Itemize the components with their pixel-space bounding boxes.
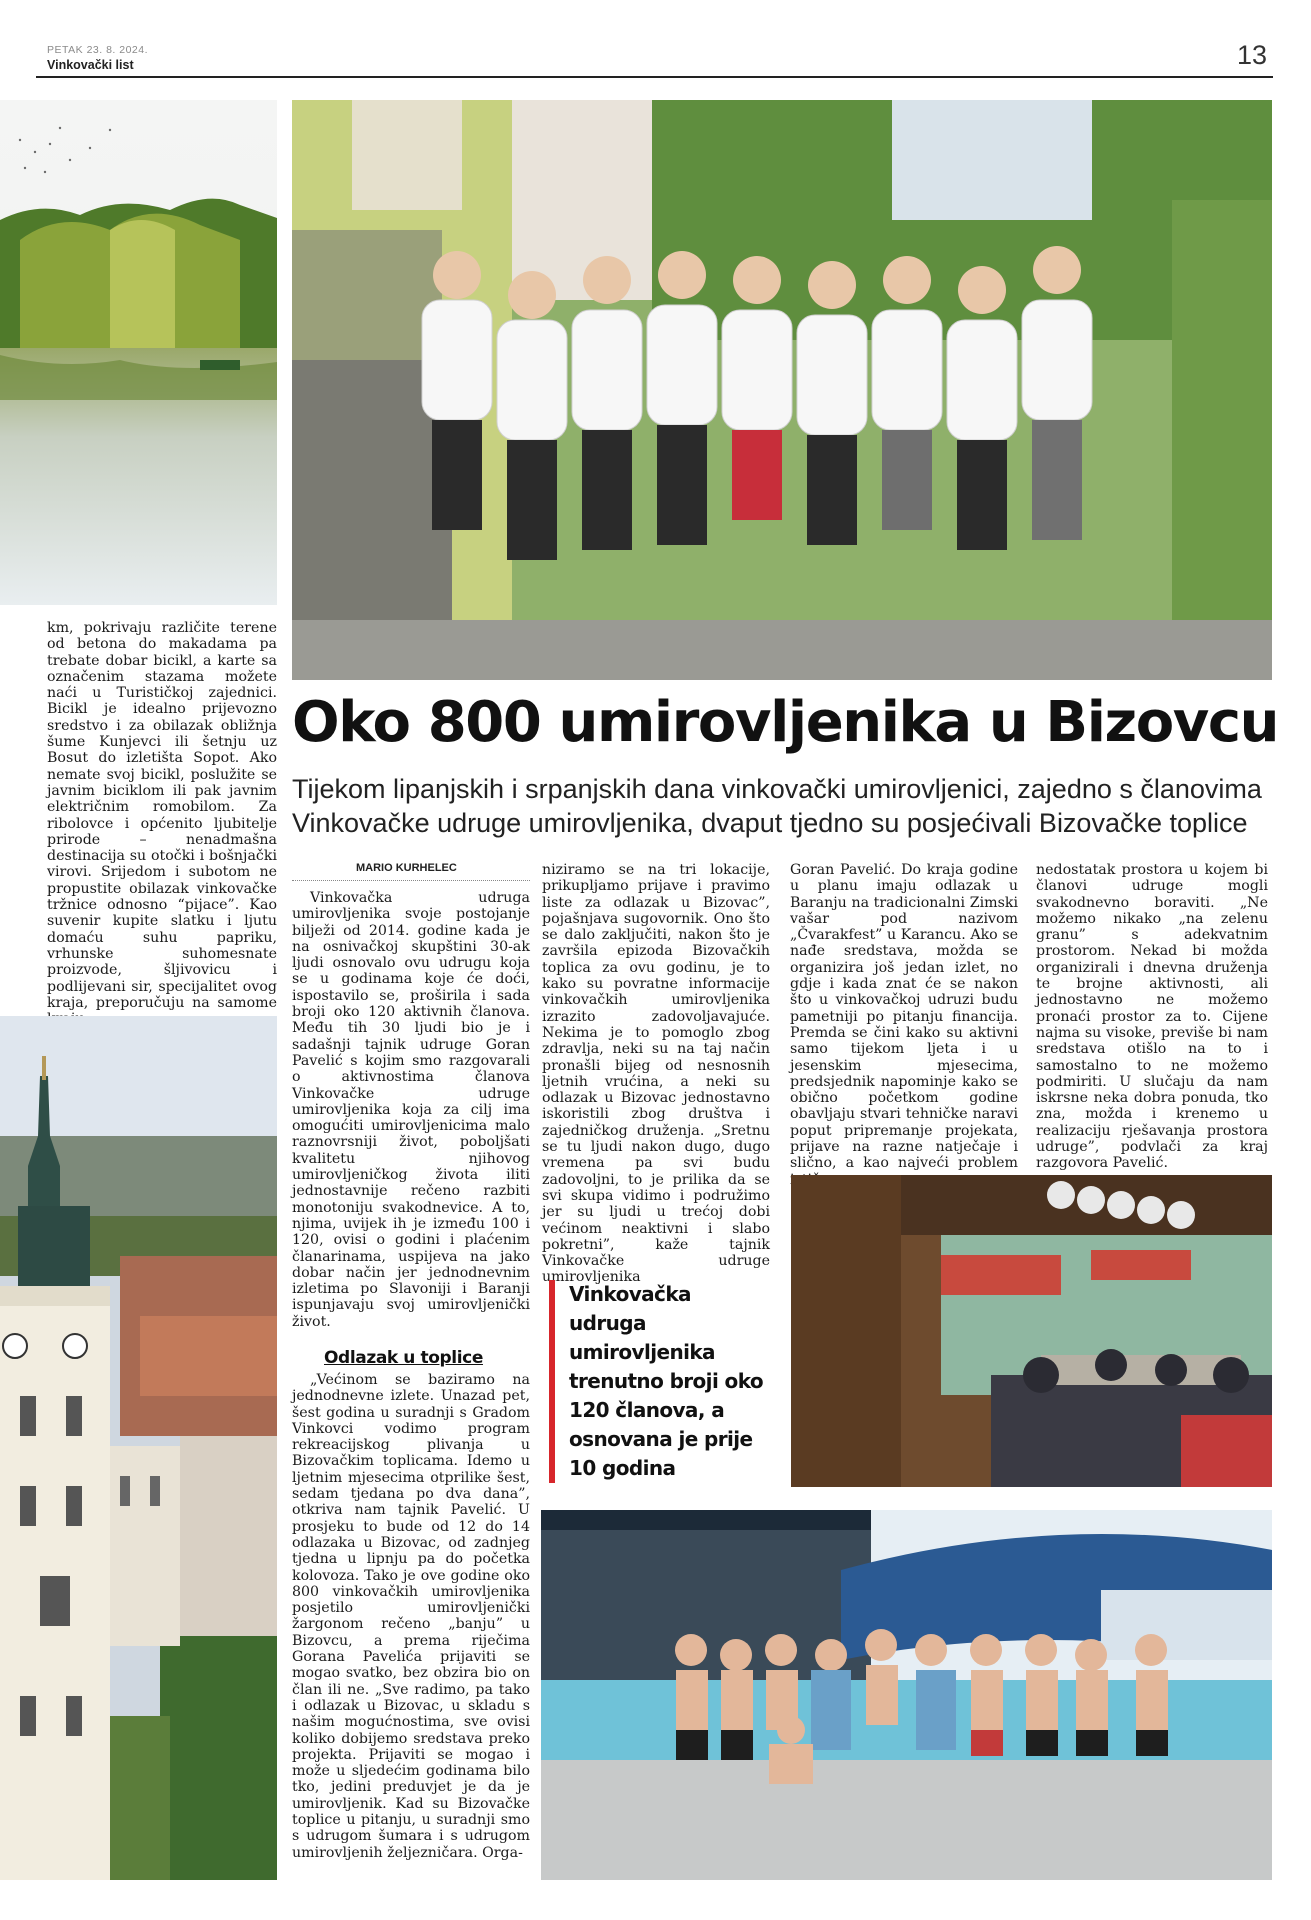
- article-column-3: [790, 862, 1018, 1188]
- group-photo-tshirts: [292, 100, 1272, 680]
- article-subheadline: Tijekom lipanjskih i srpanjskih dana vinkovački umirovljenici, zajedno s članovima Vinkovačke udruge umirovljenika, dvaput tjedno su posjećivali Bizovačke toplice: [292, 774, 1262, 838]
- article-column-2: [542, 862, 770, 1286]
- column-1-paragraph-2: „Većinom se baziramo na jednodnevne izlete. Unazad pet, šest godina u suradnji s Gradom Vinkovci vodimo program rekreacijskog plivanja u Bizovačkim toplicama. Idemo u ljetnim mjesecima otprilike šest, sedam tjedana po dva dana”, otkriva nam tajnik Pavelić. U prosjeku to bude od 12 do 14 odlazaka u Bizovac, od zadnjeg tjedna u lipnju pa do početka kolovoza. Tako je ove godine oko 800 vinkovačkih umirovljenika posjetilo umirovljenički žargonom rečeno „banju” u Bizovcu, a prema riječima Gorana Pavelića prijaviti se mogao svatko, bez obzira bio on član ili ne. „Sve radimo, pa tako i odlazak u Bizovac, u skladu s našim mogućnostima, sve ovisi koliko dobijemo sredstava preko projekta. Prijaviti se mogao i može u sljedećim godinama bilo tko, jedini preduvjet je da je umirovljenik. Kad su Bizovačke toplice u pitanju, u suradnji smo s udrugom šumara i s udrugom umirovljenih željezničara. Orga-: [292, 1372, 530, 1861]
- town-church-photo: [0, 1016, 277, 1880]
- pool-group-photo: [541, 1510, 1272, 1880]
- pull-quote: Vinkovačka udruga umirovljenika trenutno broji oko 120 članova, a osnovana je prije 10 godina: [549, 1280, 764, 1483]
- column-2-paragraph: niziramo se na tri lokacije, prikupljamo prijave i pravimo liste za odlazak u Bizovac”, pojašnjava sugovornik. Ono što se dalo zaključiti, nakon što je završila epizoda Bizovačkih toplica za ovu godinu, je to kako su povratne informacije vinkovačkih umirovljenika izrazito zadovoljavajuće. Nekima je to pomoglo zbog zdravlja, neki su na taj način pronašli bijeg od nesnosnih ljetnih vrućina, a neki su odlazak u Bizovac jednostavno iskoristili zbog društva i zajedničkog druženja. „Sretnu se tu ljudi nakon dugo, dugo vremena pa svi budu zadovoljni, to je prilika da se svi skupa vidimo i podružimo jer su ljudi u trećoj dobi većinom neaktivni i slabo pokretni”, kaže tajnik Vinkovačke udruge umirovljenika: [542, 862, 770, 1286]
- section-heading: Odlazak u toplice: [324, 1348, 483, 1368]
- issue-date: PETAK 23. 8. 2024.: [47, 44, 149, 56]
- article-headline: Oko 800 umirovljenika u Bizovcu: [292, 690, 1279, 755]
- lake-photo: [0, 100, 277, 605]
- column-3-paragraph: Goran Pavelić. Do kraja godine u planu imaju odlazak u Baranju na tradicionalni Zimski vašar pod nazivom „Čvarakfest” u Karancu. Ako se nađe sredstava, možda se organizira još jedan izlet, no gdje i kada znat će se nakon što u vinkovačkoj udruzi budu pametniji po pitanju financija. Premda se čini kako su aktivni samo tijekom ljeta i u jesenskim mjesecima, predsjednik napominje kako se obično početkom godine obavljaju stvari tehničke naravi poput pripremanje projekata, prijave na razne natječaje i slično, a kao najveći problem: [790, 862, 1018, 1172]
- author-byline: MARIO KURHELEC: [356, 862, 457, 874]
- publication-name: Vinkovački list: [47, 58, 134, 72]
- page-number: 13: [1236, 40, 1267, 70]
- column-4-paragraph: nedostatak prostora u kojem bi članovi udruge mogli svakodnevno boraviti. „Ne možemo nikako „na zelenu granu” s adekvatnim prostorom. Nekad bi možda organizirali i dnevna druženja te brojne aktivnosti, ali jednostavno ne možemo pronaći prostor za to. Cijene najma su visoke, previše bi nam sredstava otišlo na to i samostalno to ne možemo podmiriti. U slučaju da nam iskrsne neka dobra ponuda, tko zna, možda i krenemo u realizaciju rješavanja prostora udruge”, podvlači za kraj razgovora Pavelić.: [1036, 862, 1268, 1172]
- header-rule: [36, 76, 1273, 78]
- left-column-text: km, pokrivaju različite terene od betona do makadama pa trebate dobar bicikl, a karte sa označenim stazama možete naći u Turističkoj zajednici. Bicikl je idealno prijevozno sredstvo i za obilazak obližnja šume Kunjevci ili šetnju uz Bosut do izletišta Sopot. Ako nemate svoj bicikl, poslužite se javnim biciklom ili pak javnim električnim romobilom. Za ribolovce i općenito ljubitelje prirode – nenadmašna destinacija su otočki i bošnjački virovi. Srijedom i subotom ne propustite obilazak vinkovačke tržnice odnosno “pijace”. Kao suvenir kupite slatku i ljutu domaću suhu papriku, vrhunske suhomesnate proizvode, šljivovicu i podlijevani sir, specijalitet ovog kraja, preporučuju na samome: [47, 620, 277, 1011]
- restaurant-photo: [791, 1175, 1272, 1487]
- article-column-4: [1036, 862, 1268, 1172]
- article-column-1: [292, 890, 530, 1330]
- column-1-paragraph: Vinkovačka udruga umirovljenika svoje postojanje bilježi od 2014. godine kada je na osnivačkoj skupštini 30-ak ljudi osnovalo ovu udrugu koja se u godinama koje će doći, ispostavilo se, proširila i sada broji oko 120 aktivnih članova. Među tih 30 ljudi bio je i sadašnji tajnik udruge Goran Pavelić s kojim smo razgovarali o aktivnostima članova Vinkovačke udruge umirovljenika koja za cilj ima omogućiti umirovljenicima malo raznovrsniji život, poboljšati kvalitetu njihovog umirovljeničkog života iliti jednostavnije rečeno razbiti monotoniju svakodnevice. A to, njima, uvijek ih je između 100 i 120, ovisi o godini i plaćenim članarinama, uspijeva na jako dobar način jer jednodnevnim izletima po Slavoniji i Baranji ispunjavaju svoj umirovljenički život.: [292, 890, 530, 1330]
- article-column-1-continued: [292, 1372, 530, 1861]
- byline-divider: [292, 880, 530, 881]
